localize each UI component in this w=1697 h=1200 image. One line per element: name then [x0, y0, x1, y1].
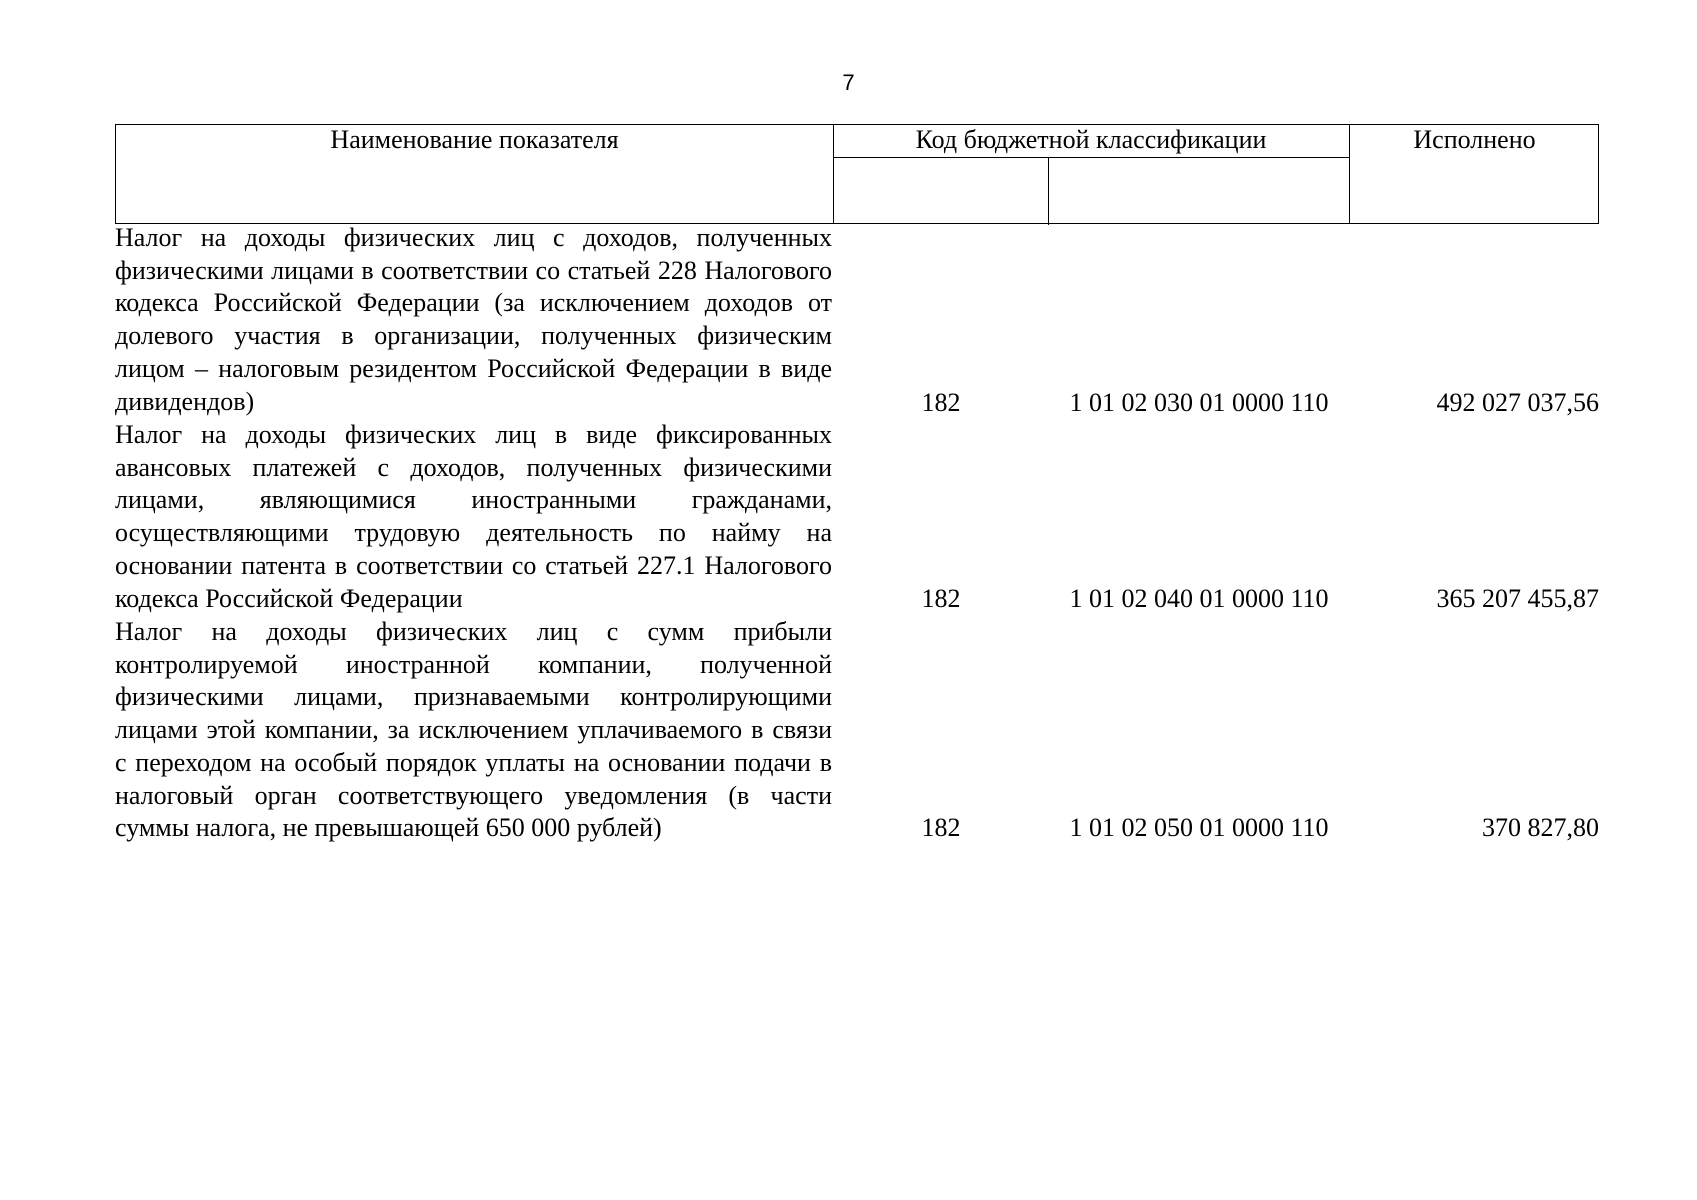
- row-code-income: 1 01 02 030 01 0000 110: [1069, 388, 1329, 417]
- row-description: Налог на доходы физических лиц в виде фиксированных авансовых платежей с доходов, полученных физическими лицами, являющимися иностранными гражданами, осуществляющими трудовую деятельность по найму на основании патента в соответствии со статьей 227.1 Налогового кодекса Российской Федерации: [115, 420, 832, 613]
- row-code-admin: 182: [921, 813, 961, 842]
- row-amount: 492 027 037,56: [1436, 388, 1599, 417]
- header-subdivider: [833, 157, 1349, 158]
- row-code-admin: 182: [921, 388, 961, 417]
- row-code-income: 1 01 02 040 01 0000 110: [1069, 584, 1329, 613]
- header-col-executed: Исполнено: [1413, 125, 1536, 154]
- page-number: 7: [842, 70, 855, 95]
- row-description: Налог на доходы физических лиц с доходов, полученных физическими лицами в соответствии со статьей 228 Налогового кодекса Российской Федерации (за исключением доходов от долевого участия в организации, полученных физическим лицом – налоговым резидентом Российской Федерации в виде дивидендов): [115, 223, 832, 416]
- row-description: Налог на доходы физических лиц с сумм прибыли контролируемой иностранной компании, полученной физическими лицами, признаваемыми контролирующими лицами этой компании, за исключением уплачиваемого в связи с переходом на особый порядок уплаты на основании подачи в налоговый орган соответствующего уведомления (в части суммы налога, не превышающей 650 000 рублей): [115, 617, 832, 843]
- table-header: [115, 124, 1599, 224]
- row-amount: 370 827,80: [1482, 813, 1599, 842]
- row-code-income: 1 01 02 050 01 0000 110: [1069, 813, 1329, 842]
- row-code-admin: 182: [921, 584, 961, 613]
- header-col-code: Код бюджетной классификации: [915, 125, 1267, 154]
- row-amount: 365 207 455,87: [1436, 584, 1599, 613]
- header-col-name: Наименование показателя: [330, 125, 619, 154]
- header-subdivider: [1048, 157, 1049, 225]
